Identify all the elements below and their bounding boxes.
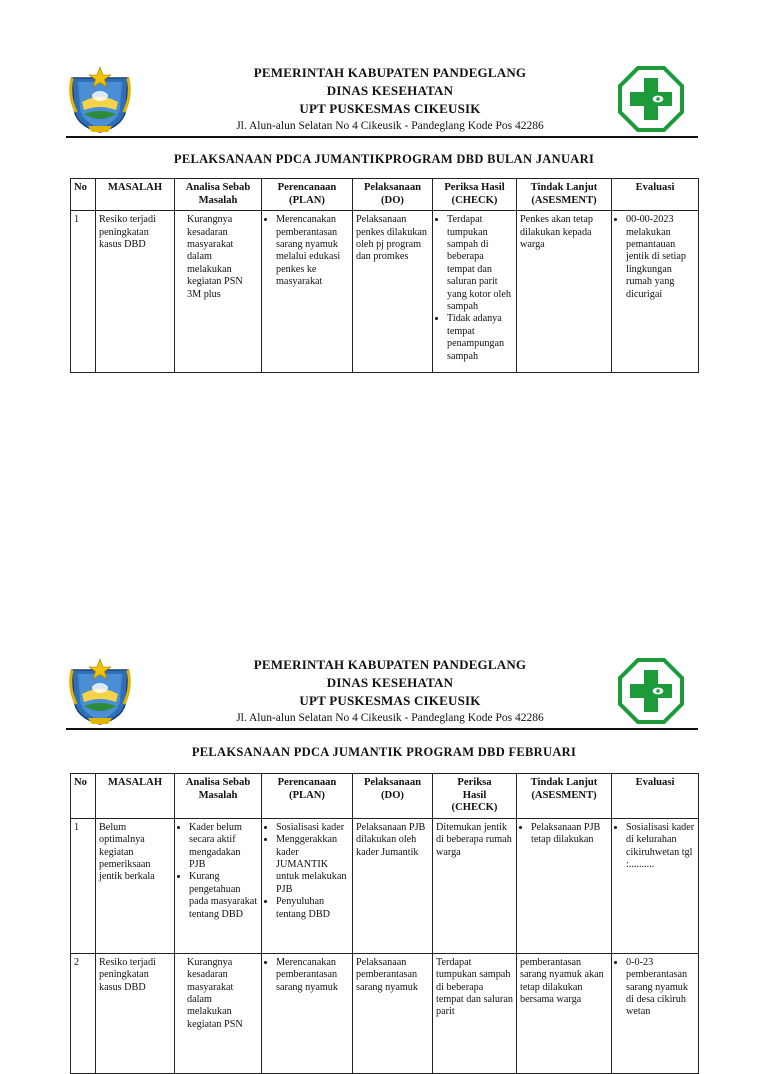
cell-analisa: Kurangnya kesadaran masyarakat dalam melakukan kegiatan PSN bbox=[175, 953, 262, 1073]
address: Jl. Alun-alun Selatan No 4 Cikeusik - Pandeglang Kode Pos 42286 bbox=[236, 712, 544, 724]
col-header-no: No bbox=[71, 774, 96, 819]
address: Jl. Alun-alun Selatan No 4 Cikeusik - Pandeglang Kode Pos 42286 bbox=[236, 120, 544, 132]
cell-do: Pelaksanaan pemberantasan sarang nyamuk bbox=[353, 953, 433, 1073]
list-item: • 00-00-2023 melakukan pemantauan jentik di setiap lingkungan rumah yang dicurigai bbox=[626, 214, 695, 301]
cell-evaluasi bbox=[612, 818, 699, 953]
cell-analisa bbox=[175, 818, 262, 953]
pdca-table-february bbox=[70, 773, 699, 1074]
col-header-plan: Perencanaan (PLAN) bbox=[262, 179, 353, 211]
cell-check: Terdapat tumpukan sampah di beberapa tempat dan saluran parit bbox=[433, 953, 517, 1073]
list-item: • Tidak adanya tempat penampungan sampah bbox=[447, 313, 513, 363]
pandeglang-emblem-icon bbox=[68, 66, 132, 134]
cell-do: Pelaksanaan penkes dilakukan oleh pj program dan promkes bbox=[353, 211, 433, 373]
cell-masalah: Resiko terjadi peningkatan kasus DBD bbox=[96, 953, 175, 1073]
cell-do: Pelaksanaan PJB dilakukan oleh kader Jumantik bbox=[353, 818, 433, 953]
table-header-row bbox=[71, 774, 699, 819]
col-header-plan: Perencanaan (PLAN) bbox=[262, 774, 353, 819]
cell-masalah: Resiko terjadi peningkatan kasus DBD bbox=[96, 211, 175, 373]
cell-evaluasi bbox=[612, 211, 699, 373]
report-title: PELAKSANAAN PDCA JUMANTIKPROGRAM DBD BULAN JANUARI bbox=[173, 152, 595, 166]
table-header-row bbox=[71, 179, 699, 211]
report-page-january bbox=[0, 60, 768, 362]
cell-tindak-lanjut bbox=[517, 818, 612, 953]
puskesmas-cross-icon bbox=[618, 658, 684, 724]
col-header-check: Periksa Hasil (CHECK) bbox=[433, 179, 517, 211]
department-name: DINAS KESEHATAN bbox=[326, 83, 454, 98]
cell-analisa: Kurangnya kesadaran masyarakat dalam melakukan kegiatan PSN 3M plus bbox=[175, 211, 262, 373]
pandeglang-emblem-icon bbox=[68, 658, 132, 726]
table-row bbox=[71, 818, 699, 953]
pdca-table-january bbox=[70, 178, 699, 373]
cell-plan bbox=[262, 953, 353, 1073]
list-item: • Menggerakkan kader JUMANTIK untuk melakukan PJB bbox=[276, 834, 349, 896]
col-header-check: Periksa Hasil (CHECK) bbox=[433, 774, 517, 819]
col-header-no: No bbox=[71, 179, 96, 211]
cell-tindak-lanjut: pemberantasan sarang nyamuk akan tetap dilakukan bersama warga bbox=[517, 953, 612, 1073]
government-name: PEMERINTAH KABUPATEN PANDEGLANG bbox=[253, 65, 527, 80]
col-header-asesment: Tindak Lanjut (ASESMENT) bbox=[517, 774, 612, 819]
unit-name: UPT PUSKESMAS CIKEUSIK bbox=[299, 101, 481, 116]
list-item: • Merencanakan pemberantasan sarang nyamuk bbox=[276, 957, 349, 994]
department-name: DINAS KESEHATAN bbox=[326, 675, 454, 690]
cell-check: Ditemukan jentik di beberapa rumah warga bbox=[433, 818, 517, 953]
cell-masalah: Belum optimalnya kegiatan pemeriksaan jentik berkala bbox=[96, 818, 175, 953]
list-item: • 0-0-23 pemberantasan sarang nyamuk di desa cikiruh wetan bbox=[626, 957, 695, 1019]
list-item: • Pelaksanaan PJB tetap dilakukan bbox=[531, 822, 608, 847]
col-header-do: Pelaksanaan (DO) bbox=[353, 774, 433, 819]
cell-no: 1 bbox=[71, 211, 96, 373]
col-header-evaluasi: Evaluasi bbox=[612, 179, 699, 211]
cell-tindak-lanjut: Penkes akan tetap dilakukan kepada warga bbox=[517, 211, 612, 373]
unit-name: UPT PUSKESMAS CIKEUSIK bbox=[299, 693, 481, 708]
cell-no: 1 bbox=[71, 818, 96, 953]
col-header-masalah: MASALAH bbox=[96, 774, 175, 819]
letterhead bbox=[0, 652, 768, 728]
col-header-masalah: MASALAH bbox=[96, 179, 175, 211]
report-title: PELAKSANAAN PDCA JUMANTIK PROGRAM DBD FEBRUARI bbox=[191, 745, 577, 759]
cell-evaluasi bbox=[612, 953, 699, 1073]
letterhead bbox=[0, 60, 768, 136]
col-header-analisa: Analisa Sebab Masalah bbox=[175, 774, 262, 819]
header-rule bbox=[66, 136, 698, 138]
col-header-do: Pelaksanaan (DO) bbox=[353, 179, 433, 211]
report-page-february bbox=[0, 652, 768, 1030]
government-name: PEMERINTAH KABUPATEN PANDEGLANG bbox=[253, 657, 527, 672]
list-item: • Kurang pengetahuan pada masyarakat tentang DBD bbox=[189, 871, 258, 921]
list-item: • Sosialisasi kader bbox=[276, 822, 349, 834]
list-item: • Kader belum secara aktif mengadakan PJB bbox=[189, 822, 258, 872]
col-header-asesment: Tindak Lanjut (ASESMENT) bbox=[517, 179, 612, 211]
list-item: • Penyuluhan tentang DBD bbox=[276, 896, 349, 921]
cell-no: 2 bbox=[71, 953, 96, 1073]
puskesmas-cross-icon bbox=[618, 66, 684, 132]
col-header-evaluasi: Evaluasi bbox=[612, 774, 699, 819]
header-rule bbox=[66, 728, 698, 730]
list-item: • Sosialisasi kader di kelurahan cikiruhwetan tgl :.......... bbox=[626, 822, 695, 872]
cell-plan bbox=[262, 211, 353, 373]
table-row bbox=[71, 211, 699, 373]
list-item: • Terdapat tumpukan sampah di beberapa tempat dan saluran parit yang kotor oleh sampah bbox=[447, 214, 513, 313]
table-row bbox=[71, 953, 699, 1073]
cell-check bbox=[433, 211, 517, 373]
col-header-analisa: Analisa Sebab Masalah bbox=[175, 179, 262, 211]
cell-plan bbox=[262, 818, 353, 953]
list-item: • Merencanakan pemberantasan sarang nyamuk melalui edukasi penkes ke masyarakat bbox=[276, 214, 349, 288]
